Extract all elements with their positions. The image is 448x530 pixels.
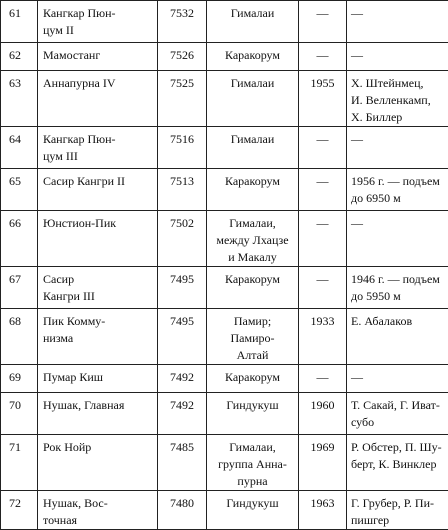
peak-name: Рок Нойр (43, 439, 154, 456)
first-ascent-year: — (301, 271, 344, 288)
peak-name: Юнстион-Пик (43, 215, 154, 232)
peak-height: 7525 (160, 75, 204, 92)
peak-height-cell (158, 309, 207, 365)
first-ascent-climbers: — (351, 215, 446, 232)
peak-height: 7492 (160, 397, 204, 414)
row-number: 66 (9, 215, 34, 232)
row-number-cell (1, 71, 38, 127)
peak-region-cell (207, 491, 299, 530)
peak-region: Памир; Памиро- Алтай (209, 313, 296, 364)
peaks-table-body (1, 1, 448, 530)
row-number-cell (1, 43, 38, 71)
table-row (1, 127, 448, 169)
row-number: 64 (9, 131, 34, 148)
peak-name-cell (38, 71, 158, 127)
first-ascent-year: — (301, 215, 344, 232)
peak-height: 7526 (160, 47, 204, 64)
peak-name-cell (38, 267, 158, 309)
peak-region-cell (207, 435, 299, 491)
row-number-cell (1, 435, 38, 491)
peak-name-cell (38, 43, 158, 71)
row-number: 67 (9, 271, 34, 288)
table-row (1, 435, 448, 491)
row-number-cell (1, 211, 38, 267)
peak-region-cell (207, 365, 299, 393)
peak-region: Каракорум (209, 369, 296, 386)
row-number: 68 (9, 313, 34, 330)
peak-name: Сасир Кангри II (43, 173, 154, 190)
first-ascent-year-cell (299, 491, 347, 530)
table-row (1, 71, 448, 127)
table-row (1, 491, 448, 530)
first-ascent-year-cell (299, 435, 347, 491)
table-row (1, 211, 448, 267)
peak-height-cell (158, 267, 207, 309)
peak-name: Нушак, Главная (43, 397, 154, 414)
first-ascent-year-cell (299, 71, 347, 127)
table-row (1, 267, 448, 309)
first-ascent-climbers: 1946 г. — подъем до 5950 м (351, 271, 446, 305)
table-row (1, 309, 448, 365)
peak-name-cell (38, 1, 158, 43)
peak-region-cell (207, 71, 299, 127)
peak-height: 7532 (160, 5, 204, 22)
first-ascent-year-cell (299, 1, 347, 43)
first-ascent-year-cell (299, 267, 347, 309)
first-ascent-climbers-cell (347, 491, 448, 530)
peak-height: 7492 (160, 369, 204, 386)
first-ascent-year: — (301, 369, 344, 386)
peak-name-cell (38, 491, 158, 530)
row-number: 71 (9, 439, 34, 456)
first-ascent-year: 1955 (301, 75, 344, 92)
peak-name-cell (38, 309, 158, 365)
table-row (1, 169, 448, 211)
peak-name: Мамостанг (43, 47, 154, 64)
peak-name: Кангкар Пюн- цум II (43, 5, 154, 39)
first-ascent-climbers-cell (347, 169, 448, 211)
row-number-cell (1, 127, 38, 169)
table-row (1, 1, 448, 43)
peak-height-cell (158, 1, 207, 43)
table-row (1, 393, 448, 435)
peak-name-cell (38, 393, 158, 435)
first-ascent-climbers: 1956 г. — подъем до 6950 м (351, 173, 446, 207)
first-ascent-year-cell (299, 169, 347, 211)
first-ascent-climbers-cell (347, 43, 448, 71)
row-number: 70 (9, 397, 34, 414)
row-number-cell (1, 491, 38, 530)
row-number-cell (1, 169, 38, 211)
first-ascent-climbers-cell (347, 71, 448, 127)
row-number-cell (1, 365, 38, 393)
peak-height: 7495 (160, 313, 204, 330)
peak-name: Кангкар Пюн- цум III (43, 131, 154, 165)
first-ascent-year-cell (299, 309, 347, 365)
peak-name-cell (38, 127, 158, 169)
peak-region: Гималаи (209, 131, 296, 148)
row-number: 61 (9, 5, 34, 22)
peak-name-cell (38, 211, 158, 267)
first-ascent-year: 1933 (301, 313, 344, 330)
first-ascent-year-cell (299, 393, 347, 435)
peak-height: 7480 (160, 495, 204, 512)
peak-height-cell (158, 71, 207, 127)
row-number: 62 (9, 47, 34, 64)
peak-region-cell (207, 267, 299, 309)
first-ascent-climbers: — (351, 47, 446, 64)
peak-height-cell (158, 435, 207, 491)
peak-region: Гималаи, группа Анна- пурна (209, 439, 296, 490)
peak-height-cell (158, 43, 207, 71)
first-ascent-year: 1969 (301, 439, 344, 456)
first-ascent-year-cell (299, 365, 347, 393)
peak-region-cell (207, 1, 299, 43)
first-ascent-year-cell (299, 127, 347, 169)
table-row (1, 43, 448, 71)
peak-height: 7513 (160, 173, 204, 190)
first-ascent-year: — (301, 131, 344, 148)
peak-region-cell (207, 169, 299, 211)
first-ascent-climbers-cell (347, 267, 448, 309)
peak-height-cell (158, 365, 207, 393)
table-row (1, 365, 448, 393)
peak-name-cell (38, 435, 158, 491)
peak-region-cell (207, 393, 299, 435)
peak-region: Каракорум (209, 47, 296, 64)
first-ascent-year: 1960 (301, 397, 344, 414)
first-ascent-year-cell (299, 43, 347, 71)
peak-name: Сасир Кангри III (43, 271, 154, 305)
first-ascent-climbers: Е. Абалаков (351, 313, 446, 330)
row-number: 69 (9, 369, 34, 386)
first-ascent-climbers: — (351, 5, 446, 22)
peak-height-cell (158, 211, 207, 267)
first-ascent-climbers-cell (347, 309, 448, 365)
row-number-cell (1, 393, 38, 435)
peak-name: Аннапурна IV (43, 75, 154, 92)
peak-height: 7485 (160, 439, 204, 456)
peak-height-cell (158, 491, 207, 530)
first-ascent-climbers: — (351, 369, 446, 386)
row-number: 63 (9, 75, 34, 92)
peak-region: Каракорум (209, 271, 296, 288)
row-number: 72 (9, 495, 34, 512)
first-ascent-climbers-cell (347, 365, 448, 393)
peak-height: 7495 (160, 271, 204, 288)
first-ascent-climbers: Г. Грубер, Р. Пи- пишгер (351, 495, 446, 529)
first-ascent-climbers-cell (347, 1, 448, 43)
peak-height: 7516 (160, 131, 204, 148)
peak-name: Пумар Киш (43, 369, 154, 386)
peak-region: Гималаи (209, 75, 296, 92)
first-ascent-year-cell (299, 211, 347, 267)
peak-height-cell (158, 169, 207, 211)
peak-height: 7502 (160, 215, 204, 232)
first-ascent-year: — (301, 173, 344, 190)
row-number: 65 (9, 173, 34, 190)
first-ascent-climbers: Р. Обстер, П. Шу- берт, К. Винклер (351, 439, 446, 473)
first-ascent-climbers-cell (347, 211, 448, 267)
peak-height-cell (158, 393, 207, 435)
peak-region-cell (207, 127, 299, 169)
peak-region-cell (207, 43, 299, 71)
first-ascent-climbers: — (351, 131, 446, 148)
peak-region: Гиндукуш (209, 397, 296, 414)
first-ascent-climbers: Т. Сакай, Г. Иват- субо (351, 397, 446, 431)
row-number-cell (1, 267, 38, 309)
peak-region: Гималаи, между Лхацзе и Макалу (209, 215, 296, 266)
peak-region-cell (207, 211, 299, 267)
row-number-cell (1, 309, 38, 365)
peak-name: Пик Комму- низма (43, 313, 154, 347)
first-ascent-climbers-cell (347, 127, 448, 169)
peak-region-cell (207, 309, 299, 365)
peak-region: Гиндукуш (209, 495, 296, 512)
peak-name-cell (38, 365, 158, 393)
first-ascent-climbers: Х. Штейнмец, И. Велленкамп, Х. Биллер (351, 75, 446, 126)
peak-region: Гималаи (209, 5, 296, 22)
first-ascent-climbers-cell (347, 435, 448, 491)
row-number-cell (1, 1, 38, 43)
first-ascent-year: — (301, 47, 344, 64)
first-ascent-year: — (301, 5, 344, 22)
peak-region: Каракорум (209, 173, 296, 190)
first-ascent-climbers-cell (347, 393, 448, 435)
peak-name: Нушак, Вос- точная (43, 495, 154, 529)
peak-name-cell (38, 169, 158, 211)
first-ascent-year: 1963 (301, 495, 344, 512)
peak-height-cell (158, 127, 207, 169)
